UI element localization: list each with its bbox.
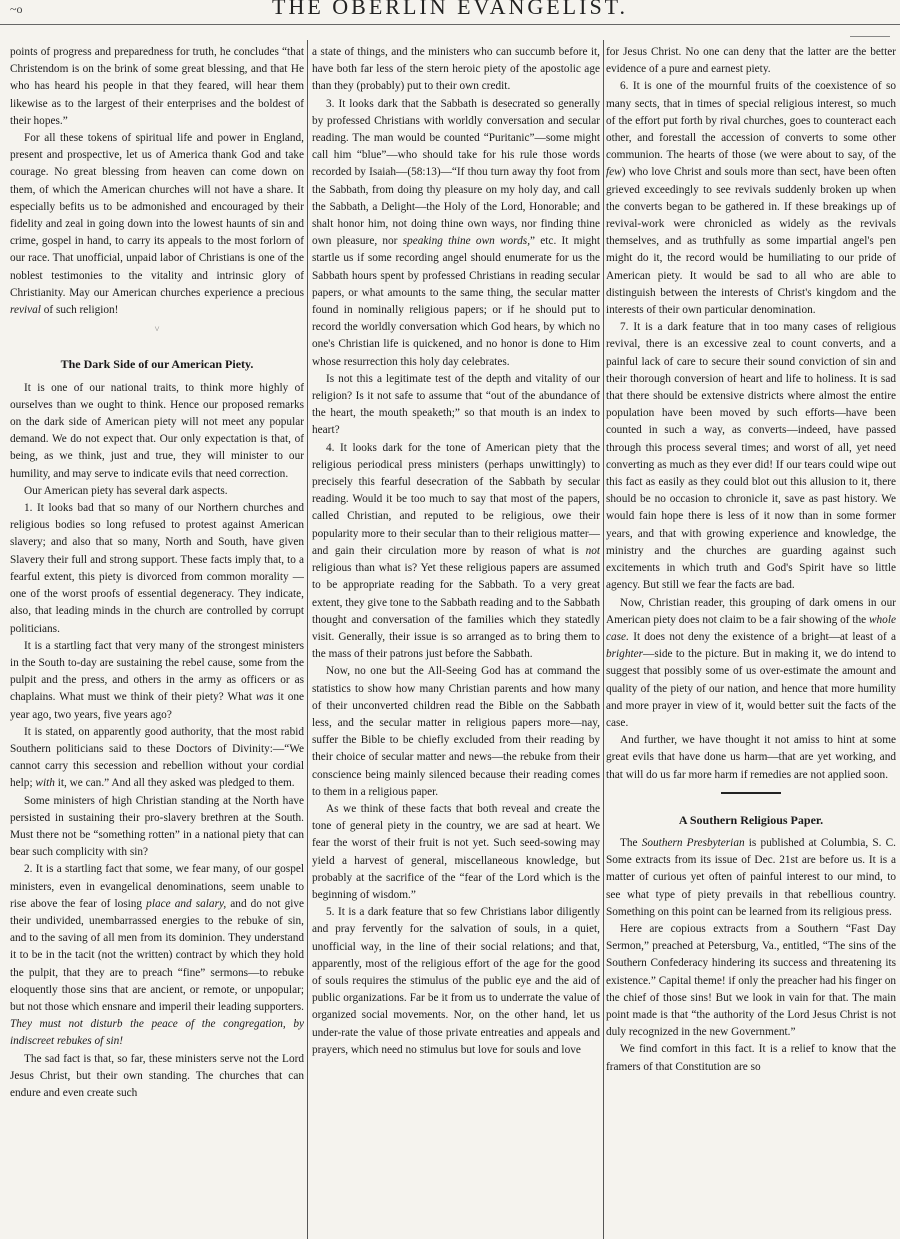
paragraph: 1. It looks bad that so many of our Northern churches and religious bodies so long refused to protest against American slavery; and also that so many, North and South, have given Slavery their full and strong support. These facts imply that, to a fearful extent, this piety is divorced from common morality —one of the worst proofs of essential degeneracy. They indicate, also, that leading minds in the church are controlled by corrupt politicians. bbox=[10, 502, 304, 635]
column-divider bbox=[603, 40, 604, 1239]
paragraph: 5. It is a dark feature that so few Christians labor diligently and pray fervently for the salvation of souls, in a quiet, unofficial way, in the line of their social relations; and that, apparently, most of the religious effort of the age for the good of souls requires the stimulus of the public eye and the aid of public organizations. Far be it from us to underrate the value of organized social movements. Nor, on the other hand, let us under-rate the value of those private entreaties and appeals and prayers, which need no stimulus but love for souls and love bbox=[312, 906, 600, 1056]
paragraph: For all these tokens of spiritual life and power in England, present and prospective, let us of America thank God and take courage. No great blessing from heaven can come down on them, of which the American churches will not have a share. It especially befits us to be admonished and encouraged by their fidelity and zeal in going down into the lowest haunts of sin and crime, gospel in hand, to carry its appeals to the most forlorn of our race. That unofficial, unpaid labor of Christians is one of the noblest testimonies to the vitality and intrinsic glory of Christianity. May our American churches experience a precious revival of such religion! bbox=[10, 132, 304, 317]
paragraph: 6. It is one of the mournful fruits of the coexistence of so many sects, that in times of special religious interest, so much of the effort put forth by rival churches, goes to counteract each other, and forestall the accession of converts to some other communion. The hearts of those (we were about to say, of the few) who love Christ and souls more than sect, have been often grieved exceedingly to see revivals suddenly broken up when the converts began to be gathered in. If these breakings up of revival-work were chronicled as widely as the revivals themselves, and as truthfully as some impartial angel's pen might do it, the record would be humiliating to our pride of American piety. It would be sad to all who are able to distinguish between the interests of Christ's kingdom and the interests of their own particular denomination. bbox=[606, 80, 896, 317]
paragraph: And further, we have thought it not amiss to hint at some great evils that have done us harm—that are yet working, and that will do us far more harm if remedies are not applied soon. bbox=[606, 734, 896, 781]
paragraph: It is stated, on apparently good authority, that the most rabid Southern politicians said to these Doctors of Divinity:—“We cannot carry this secession and rebellion without your cordial help; with it, we can.” And all they asked was pledged to them. bbox=[10, 725, 304, 790]
corner-rule bbox=[850, 36, 890, 37]
masthead bbox=[0, 0, 900, 34]
paragraph: It is a startling fact that very many of the strongest ministers in the South to-day are sustaining the rebel cause, some from the pulpit and the press, and others in the army as officers or as chaplains. What must we think of their piety? What was it one year ago, two years, five years ago? bbox=[10, 639, 304, 721]
paragraph: Some ministers of high Christian standing at the North have persisted in sustaining their pro-slavery brethren at the South. Must there not be “something rotten” in a national piety that can bear such complicity with sin? bbox=[10, 794, 304, 859]
paragraph: We find comfort in this fact. It is a relief to know that the framers of that Constitution are so bbox=[606, 1043, 896, 1073]
article-heading: A Southern Religious Paper. bbox=[678, 812, 824, 827]
corner-mark: ~o bbox=[10, 2, 23, 16]
paragraph: Here are copious extracts from a Southern “Fast Day Sermon,” preached at Petersburg, Va., entitled, “The sins of the Southern Confederacy hindering its success and threatening its existence.” Capital theme! if only the preacher had his finger on the chief of those sins! But we look in vain for that. The main point made is that “the authority of the Lord Jesus Christ is not duly recognized in the new Government.” bbox=[606, 922, 896, 1039]
paragraph: As we think of these facts that both reveal and create the tone of general piety in the country, we are sad at heart. We fear the worst of their fruit is not yet. Such seed-sowing may yield a harvest of general, miscellaneous knowledge, but probably at the sacrifice of the “fear of the Lord which is the beginning of wisdom.” bbox=[312, 802, 600, 901]
paragraph: Our American piety has several dark aspects. bbox=[24, 484, 228, 497]
column-divider bbox=[307, 40, 308, 1239]
paragraph: Is not this a legitimate test of the depth and vitality of our religion? Is it not safe to assume that “out of the abundance of the heart, the mouth speaketh;” so that mouth is an index to heart? bbox=[312, 372, 600, 437]
article-heading: The Dark Side of our American Piety. bbox=[60, 357, 254, 372]
paragraph: a state of things, and the ministers who can succumb before it, have both far less of the stern heroic piety of the apostolic age than they (probably) put to their own credit. bbox=[312, 46, 600, 93]
paragraph: It is one of our national traits, to think more highly of ourselves than we ought to think. Hence our proposed remarks on the dark side of American piety will not meet any popular demand. We do not expect that. Our only expectation is that, of being, as we think, just and true, they will minister to our humility, and may serve to indicate evils that need correction. bbox=[10, 381, 304, 480]
paragraph: Now, Christian reader, this grouping of dark omens in our American piety does not claim to be a fair showing of the whole case. It does not deny the existence of a bright—at least of a brighter—side to the picture. But in making it, we do intend to suggest that possibly some of us over-estimate the amount and quality of the piety of our nation, and hence that more humility and more prayer in view of it, would better suit the facts of the case. bbox=[606, 596, 896, 729]
masthead-rule bbox=[0, 24, 900, 25]
paragraph: Now, no one but the All-Seeing God has at command the statistics to show how many Christian parents and how many of their unconverted children read the Bible on the Sabbath less, and the secular matter in religious papers more—nay, suffer the Bible to be chiefly excluded from their reading by their choice of secular matter and news—the rebuke from their conscience being mainly silenced because their reading comes to them in a religious paper. bbox=[312, 665, 600, 798]
paragraph: points of progress and preparedness for truth, he concludes “that Christendom is on the brink of some great blessing, and that He who has heard his people in that they feared, will hear them likewise as to the largest of their enterprises and the boldest of their hopes.” bbox=[10, 46, 304, 127]
section-separator bbox=[721, 792, 781, 794]
paragraph: 2. It is a startling fact that some, we fear many, of our gospel ministers, even in evangelical denominations, seem unable to rise above the fear of losing place and salary, and do not give their undivided, unembarrassed energies to the rebuke of sin, and to the saving of all men from its dominion. They understand it to be in the tacit (not the written) contract by which they hold the pulpit, that they are to preach “fine” sermons—to rebuke eloquently those sins that are ancient, or remote, or unpopular; but not those which ensnare and imperil their leading supporters. They must not disturb the peace of the congregation, by indiscreet rebukes of sin! bbox=[10, 863, 304, 1048]
separator: ˅ bbox=[154, 324, 160, 335]
column-3 bbox=[606, 44, 896, 1239]
paragraph: 7. It is a dark feature that in too many cases of religious revival, there is an excessive zeal to count converts, and a painful lack of care to secure their sound conviction of sin and their thorough conversion of heart and life to holiness. It is sad that there should be extensive districts where almost the entire population have been moved by such efforts—have been counted in such a way, as converts—indeed, have passed through this process several times; and worst of all, yet need converting as much as they ever did! If our tears could wipe out this fact as easily as they could blot out this allusion to it, there should be no occasion to chronicle it, save as past history. We would fain hope there is less of it now than in some former years, and that with growing experience and knowledge, the ministry and the churches are guarding against such excitements in which truth and God's Spirit have so little agency. But still we fear the facts are bad. bbox=[606, 321, 896, 592]
paragraph: The Southern Presbyterian is published at Columbia, S. C. Some extracts from its issue of Dec. 21st are before us. It is a matter of curious yet often of painful interest to our mind, to see what type of piety prevails in that rebellious country. Something on this point can be learned from its religious press. bbox=[606, 836, 896, 918]
column-2 bbox=[312, 44, 600, 1239]
paragraph: The sad fact is that, so far, these ministers serve not the Lord Jesus Christ, but their own standing. The churches that can endure and even create such bbox=[10, 1052, 304, 1099]
paragraph: 3. It looks dark that the Sabbath is desecrated so generally by professed Christians with worldly conversation and secular reading. The man would be counted “Puritanic”—some might call him “blue”—who should take for his rule those words recorded by Isaiah—(58:13)—“If thou turn away thy foot from the Sabbath, from doing thy pleasure on my holy day, and call the Sabbath, a Delight—the Holy of the Lord, Honorable; and shalt honor him, not doing thine own ways, nor finding thine own pleasure, nor speaking thine own words,” etc. It might startle us if some recording angel should enumerate for us the Sabbath hours spent by professed Christians in reading secular papers, or what amounts to the same thing, the secular matter found in nominally religious papers; or if he should put to record the worldly conversation which God hears, by which no one's Christian life is quickened, and no honor is done to Him whose resurrection this holy day celebrates. bbox=[312, 97, 600, 368]
paragraph: for Jesus Christ. No one can deny that the latter are the better evidence of a pure and earnest piety. bbox=[606, 46, 896, 76]
newspaper-title: THE OBERLIN EVANGELIST. bbox=[272, 0, 628, 19]
column-1 bbox=[10, 44, 304, 1239]
paragraph: 4. It looks dark for the tone of American piety that the religious periodical press ministers (perhaps unwittingly) to precisely this fearful desecration of the Sabbath by secular reading. Would it be too much to say that most of the papers, called Christian, and reputed to be religious, owe their popularity more to their secular than to their religious matter—and gain their circulation more by reason of what is not religious than what is? Yet these religious papers are assumed to be appropriate reading for the Sabbath. To a very great extent, they give tone to the Sabbath reading and to the Sabbath thought and conversation of the families which they statedly visit. Generally, their issue is so arranged as to bring them to the mass of their patrons just before the Sabbath. bbox=[312, 441, 600, 661]
